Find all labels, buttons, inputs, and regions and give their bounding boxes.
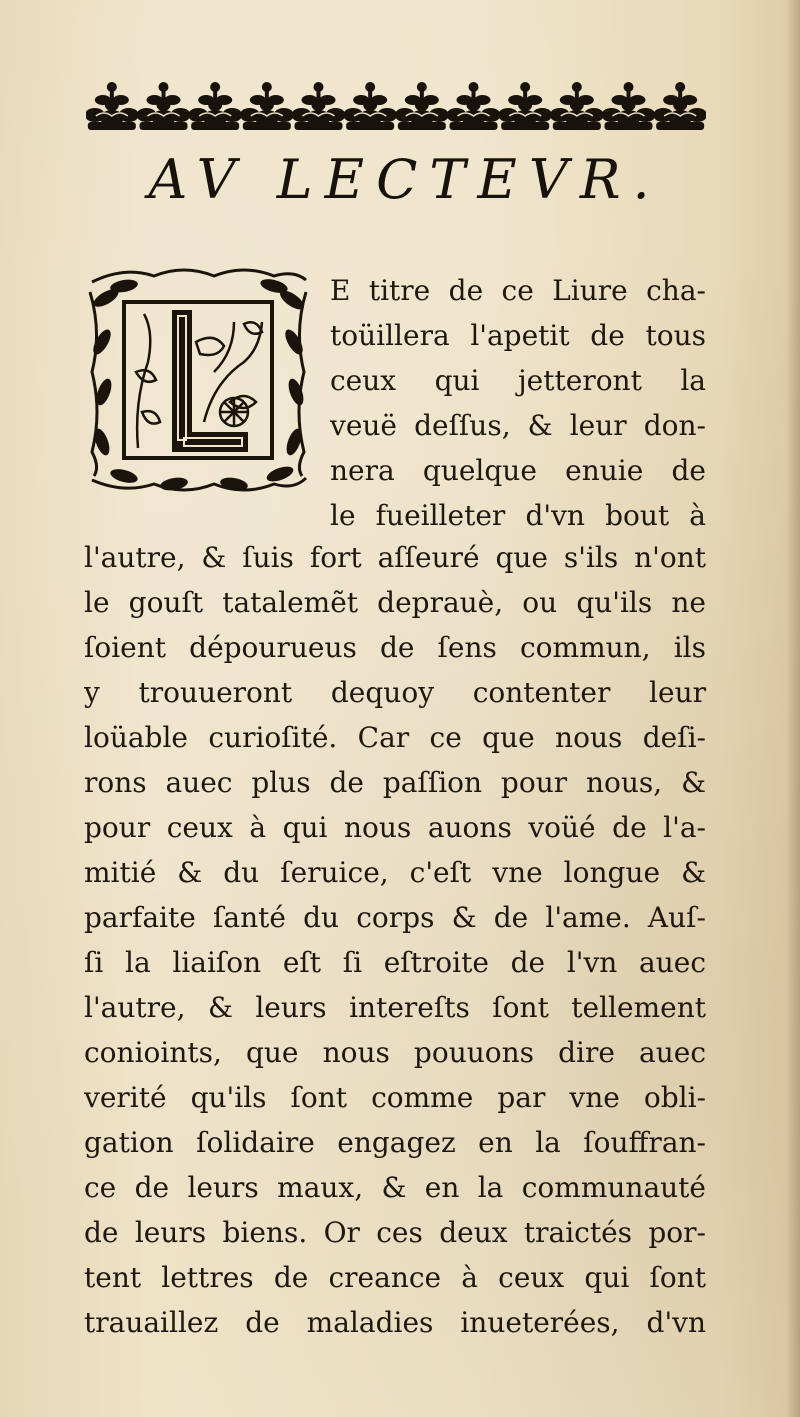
text-line: ſi la liaiſon eſt ſi eſtroite de l'vn auec xyxy=(84,946,706,979)
fleuron-ornament xyxy=(498,82,552,130)
text-line: le fueilleter d'vn bout à xyxy=(330,499,706,532)
text-line: nera quelque enuie de xyxy=(330,454,706,487)
text-line: pour ceux à qui nous auons voüé de l'a- xyxy=(84,811,706,844)
text-line: loüable curioſité. Car ce que nous deſi- xyxy=(84,721,706,754)
text-line: mitié & du ſeruice, c'eſt vne longue & xyxy=(84,856,706,889)
text-line: l'autre, & ſuis fort aſſeuré que s'ils n'ont xyxy=(84,541,706,574)
text-line: gation ſolidaire engagez en la ſouffran- xyxy=(84,1126,706,1159)
text-line: ceux qui jetteront la xyxy=(330,364,706,397)
text-line: y trouueront dequoy contenter leur xyxy=(84,676,706,709)
page-edge-shadow xyxy=(786,0,800,1417)
text-line: E titre de ce Liure cha- xyxy=(330,274,706,307)
fleuron-ornament xyxy=(395,82,449,130)
fleuron-ornament xyxy=(137,82,191,130)
fleuron-ornament xyxy=(550,82,604,130)
fleuron-ornament xyxy=(343,82,397,130)
text-line: l'autre, & leurs intereſts ſont tellement xyxy=(84,991,706,1024)
text-line: verité qu'ils ſont comme par vne obli- xyxy=(84,1081,706,1114)
text-line: rons auec plus de paſſion pour nous, & xyxy=(84,766,706,799)
text-line: de leurs biens. Or ces deux traictés por- xyxy=(84,1216,706,1249)
page-heading: AV LECTEVR. xyxy=(148,148,662,211)
text-line: tent lettres de creance à ceux qui ſont xyxy=(84,1261,706,1294)
fleuron-ornament xyxy=(602,82,656,130)
text-line: le gouſt tatalemẽt deprauè, ou qu'ils ne xyxy=(84,586,706,619)
decorated-initial-l xyxy=(84,262,312,498)
text-line: trauaillez de maladies inueterées, d'vn xyxy=(84,1306,706,1339)
fleuron-ornament xyxy=(240,82,294,130)
text-line: ſoient dépourueus de ſens commun, ils xyxy=(84,631,706,664)
fleuron-ornament xyxy=(292,82,346,130)
text-line: ce de leurs maux, & en la communauté xyxy=(84,1171,706,1204)
text-line: toüillera l'apetit de tous xyxy=(330,319,706,352)
fleuron-ornament xyxy=(188,82,242,130)
fleuron-ornament xyxy=(86,82,139,130)
ornamental-fleuron-border xyxy=(86,78,706,134)
text-line: veuë deſſus, & leur don- xyxy=(330,409,706,442)
text-line: conioints, que nous pouuons dire auec xyxy=(84,1036,706,1069)
text-line: parfaite ſanté du corps & de l'ame. Auſ- xyxy=(84,901,706,934)
fleuron-ornament xyxy=(653,82,706,130)
fleuron-ornament xyxy=(447,82,501,130)
